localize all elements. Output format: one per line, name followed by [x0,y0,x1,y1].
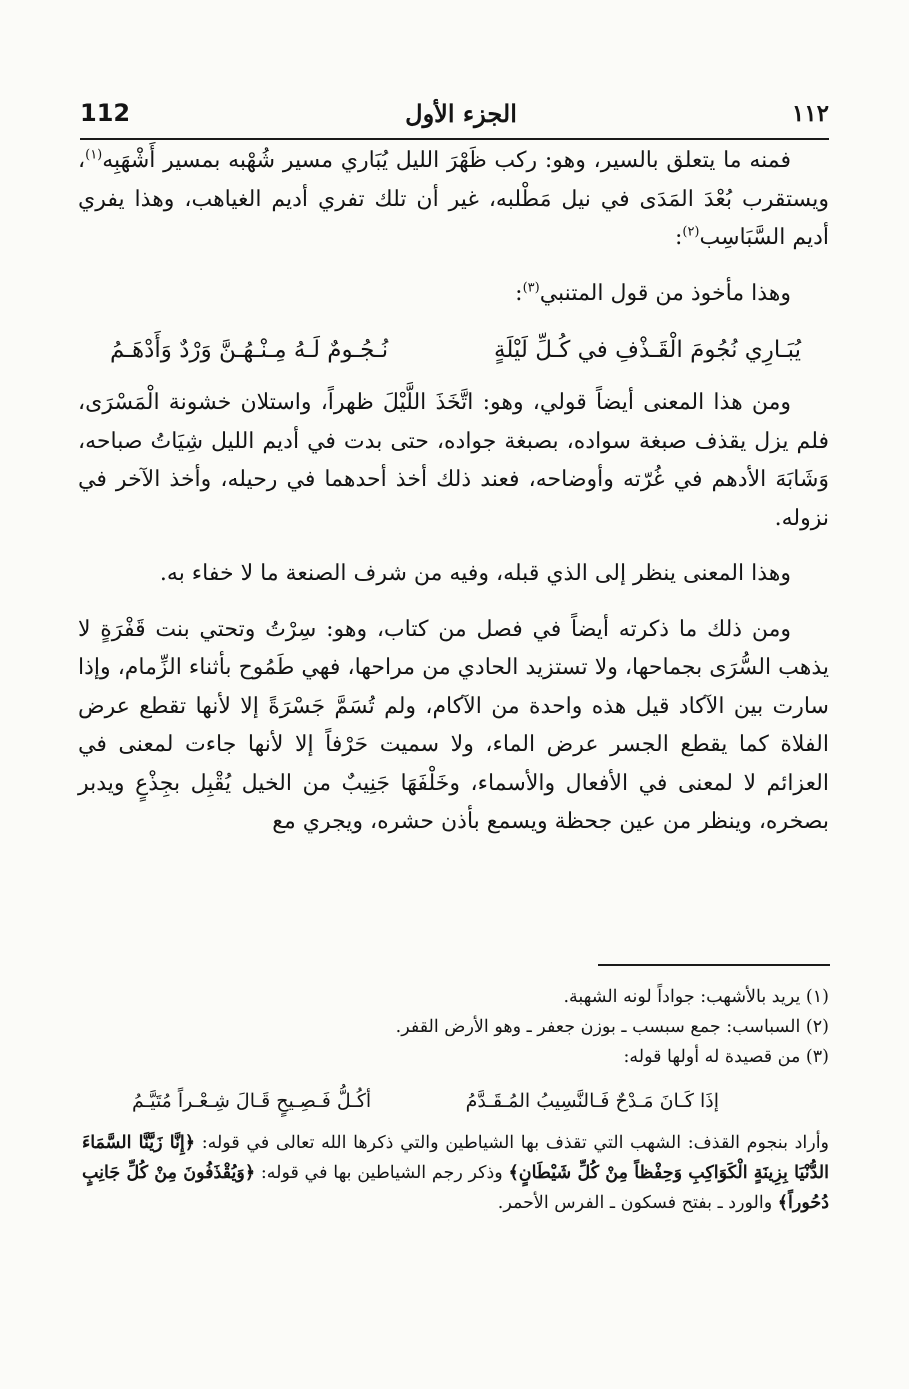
quran-quote-1: ﴿إِنَّا زَيَّنَّا السَّمَاءَ الدُّنْيَا بِزِينَةٍ الْكَوَاكِبِ وَحِفْظاً مِنْ كُلِّ شَيْطَانٍ﴾ [82,1133,829,1183]
footnote-verse-second: أكُـلُّ فَـصِـيحٍ قَـالَ شِـعْـراً مُتَيَّـمُ [132,1090,372,1112]
footnote-divider [598,964,830,966]
quran-quote-2: ﴿وَيُقْذَفُونَ مِنْ كُلِّ جَانِبٍ دُحُوراً﴾ [82,1163,829,1213]
paragraph-4: وهذا المعنى ينظر إلى الذي قبله، وفيه من شرف الصنعة ما لا خفاء به. [159,561,791,586]
paragraph-1 [78,142,829,258]
paragraph-2-text: وهذا مأخوذ من قول المتنبي [539,280,791,306]
page-number-arabic: ١١٢ [791,99,829,127]
note-text-1: وأراد بنجوم القذف: الشهب التي تقذف بها الشياطين والتي ذكرها الله تعالى في قوله: [195,1133,830,1153]
page-header [80,88,829,140]
footnotes [82,982,829,1218]
paragraph-3: ومن هذا المعنى أيضاً قولي، وهو: اتَّخَذَ اللَّيْلَ ظهراً، واستلان خشونة الْمَسْرَى، فلم يزل يقذف صبغة سواده، بصبغة جواده، حتى بدت في أديم الليل شِيَاتُ صباحه، وَشَابَهَ الأدهم في غُرّته وأوضاحه، فعند ذلك أخذ أحدهما في رحيله، وأخذ الآخر في نزوله. [78,390,829,531]
page-number-latin: 112 [80,99,131,127]
poem-verse [78,330,829,370]
footnote-1: (١) يريد بالأشهب: جواداً لونه الشهبة. [563,987,829,1007]
paragraph-1-part-3: : [674,225,683,250]
footnote-3: (٣) من قصيدة له أولها قوله: [623,1047,829,1067]
paragraph-5: ومن ذلك ما ذكرته أيضاً في فصل من كتاب، وهو: سِرْتُ وتحتي بنت قَفْرَةٍ لا يذهب السُّرَى بجماحها، ولا تستزيد الحادي من مراحها، فهي طَمُوح بأثناء الزِّمام، وإذا سارت بين الآكاد قيل هذه واحدة من الآكام، ولم تُسَمَّ جَسْرَةً إلا لأنها تقطع عرض الفلاة كما يقطع الجسر عرض الماء، ولا سميت حَرْفاً إلا لأنها جاءت لمعنى في العزائم لا لمعنى في الأفعال والأسماء، وخَلْفَهَا جَنِيبٌ من الخيل يُقْبِل بجِذْعٍ ويدبر بصخره، وينظر من عين جحظة ويسمع بأذن حشره، ويجري مع [78,616,829,834]
paragraph-1-part-2: ، ويستقرب بُعْدَ المَدَى في نيل مَطْلبه، غير أن تلك تفري أديم الغياهب، وهذا يفري أديم السَّبَاسِب [78,148,829,250]
paragraph-1-part-1: فمنه ما يتعلق بالسير، وهو: ركب ظَهْرَ الليل يُبَاري مسير شُهْبه بمسير أَشْهَبِه [102,148,791,173]
footnote-ref-2: (٢) [682,224,700,240]
paragraph-2-colon: : [515,280,523,306]
footnote-verse [82,1080,829,1122]
paragraph-2 [78,275,829,314]
note-text-3: والورد ـ بفتح فسكون ـ الفرس الأحمر. [497,1193,778,1213]
main-text [78,142,829,859]
footnote-verse-first: إذَا كَـانَ مَـدْحٌ فَـالنَّسِيبُ المُـقَـدَّمُ [465,1090,719,1112]
verse-first-hemistich: يُبَـارِي نُجُومَ الْقَـذْفِ في كُـلِّ لَيْلَةٍ [494,337,801,363]
footnote-ref-1: (١) [85,147,103,163]
footnote-ref-3: (٣) [522,280,540,296]
footnote-2: (٢) السباسب: جمع سبسب ـ بوزن جعفر ـ وهو الأرض القفر. [395,1017,829,1037]
verse-second-hemistich: نُـجُـومٌ لَـهُ مِـنْـهُـنَّ وَرْدٌ وَأَدْهَـمُ [110,337,389,363]
running-title: الجزء الأول [405,98,517,128]
note-text-2: وذكر رجم الشياطين بها في قوله: [255,1163,509,1183]
footnote-3-note [82,1128,829,1218]
